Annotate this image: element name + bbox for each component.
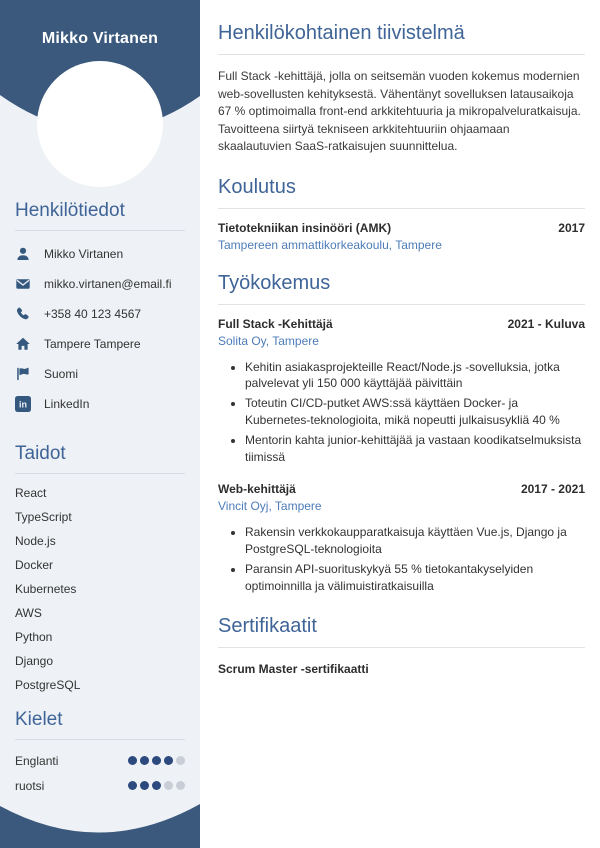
home-icon xyxy=(15,336,31,352)
experience-section xyxy=(218,272,585,595)
certifications-heading: Sertifikaatit xyxy=(218,615,585,648)
contact-item-label: Tampere Tampere xyxy=(44,337,141,351)
job-bullet-list xyxy=(218,524,585,594)
skills-heading: Taidot xyxy=(15,443,185,474)
language-level-dots xyxy=(125,756,185,765)
job-bullet: • Toteutin CI/CD-putket AWS:ssä käyttäen Docker- ja Kubernetes-teknologioita, mikä nopeutti julkaisusykliä 40 % xyxy=(245,395,585,429)
contact-section xyxy=(15,200,185,419)
skill-item: Node.js xyxy=(15,534,56,548)
language-name: Englanti xyxy=(15,753,59,768)
skill-item: Kubernetes xyxy=(15,582,77,596)
contact-heading: Henkilötiedot xyxy=(15,200,185,231)
language-name: ruotsi xyxy=(15,778,45,793)
svg-text:in: in xyxy=(19,399,27,410)
summary-heading: Henkilökohtainen tiivistelmä xyxy=(218,22,585,55)
job-title: Full Stack -Kehittäjä xyxy=(218,316,333,331)
languages-section xyxy=(15,709,185,798)
job-title: Web-kehittäjä xyxy=(218,482,296,497)
contact-item-label: Suomi xyxy=(44,367,79,381)
education-entry-head xyxy=(218,221,585,235)
contact-item-email xyxy=(15,269,185,299)
contact-item-label: +358 40 123 4567 xyxy=(44,307,142,321)
mail-icon xyxy=(15,276,31,292)
contact-item-country xyxy=(15,359,185,389)
skills-section xyxy=(15,443,185,697)
job-period: 2021 - Kuluva xyxy=(507,316,585,331)
contact-item-name xyxy=(15,239,185,269)
contact-list xyxy=(15,239,185,419)
job-bullet: • Mentorin kahta junior-kehittäjää ja vastaan koodikatselmuksista tiimissä xyxy=(245,432,585,466)
skill-item: Docker xyxy=(15,558,54,572)
job-entry-head xyxy=(218,482,585,496)
summary-section xyxy=(218,22,585,156)
experience-heading: Työkokemus xyxy=(218,272,585,305)
language-item xyxy=(15,773,185,798)
footer-curve-shape xyxy=(0,800,200,848)
languages-heading: Kielet xyxy=(15,709,185,740)
phone-icon xyxy=(15,306,31,322)
skill-item: TypeScript xyxy=(15,510,72,524)
skill-item: PostgreSQL xyxy=(15,678,81,692)
job-entry xyxy=(218,482,585,594)
avatar xyxy=(37,61,163,187)
main-content xyxy=(200,0,600,848)
skill-item: AWS xyxy=(15,606,42,620)
education-year: 2017 xyxy=(558,220,585,235)
languages-list xyxy=(15,748,185,798)
user-icon xyxy=(15,246,31,262)
education-section xyxy=(218,176,585,252)
company-link[interactable]: Vincit Oyj, Tampere xyxy=(218,499,322,514)
sidebar xyxy=(0,0,200,848)
job-bullet: • Rakensin verkkokaupparatkaisuja käyttäen Vue.js, Django ja PostgreSQL-teknologioita xyxy=(245,524,585,558)
contact-item-label: LinkedIn xyxy=(44,397,90,411)
contact-item-linkedin[interactable] xyxy=(15,389,185,419)
job-entry-head xyxy=(218,317,585,331)
job-entry xyxy=(218,317,585,466)
education-entry xyxy=(218,221,585,252)
skill-item: Python xyxy=(15,630,53,644)
language-level-dots xyxy=(125,781,185,790)
contact-item-label: Mikko Virtanen xyxy=(44,247,124,261)
contact-item-location xyxy=(15,329,185,359)
job-bullet-list xyxy=(218,359,585,466)
contact-item-phone xyxy=(15,299,185,329)
contact-item-label: mikko.virtanen@email.fi xyxy=(44,277,172,291)
summary-text: Full Stack -kehittäjä, jolla on seitsemän vuoden kokemus modernien web-sovellusten kehityksestä. Vähentänyt sovelluksen latausaikoja 67 % optimoimalla front-end arkkitehtuuria ja mikropalveluratkaisuja. Tavoitteena siirtyä tekniseen arkkitehtuuriin ohjaamaan skaalautuvien SaaS-ratkaisujen suunnittelua. xyxy=(218,69,581,154)
skill-item: React xyxy=(15,486,47,500)
certification-item: Scrum Master -sertifikaatti xyxy=(218,661,369,676)
company-link[interactable]: Solita Oy, Tampere xyxy=(218,333,319,348)
job-bullet: • Paransin API-suorituskykyä 55 % tietokantakyselyiden optimoinnilla ja välimuistiratkaisuilla xyxy=(245,561,585,595)
degree-title: Tietotekniikan insinööri (AMK) xyxy=(218,220,392,235)
job-bullet: • Kehitin asiakasprojekteille React/Node.js -sovelluksia, jotka palvelevat yli 150 000 käyttäjää päivittäin xyxy=(245,359,585,393)
job-period: 2017 - 2021 xyxy=(520,482,585,497)
person-name: Mikko Virtanen xyxy=(41,30,159,47)
education-heading: Koulutus xyxy=(218,176,585,209)
linkedin-icon xyxy=(15,396,31,412)
skill-item: Django xyxy=(15,654,54,668)
school-link[interactable]: Tampereen ammattikorkeakoulu, Tampere xyxy=(218,237,442,252)
skills-list xyxy=(15,481,185,697)
language-item xyxy=(15,748,185,773)
flag-icon xyxy=(15,366,31,382)
certifications-section xyxy=(218,615,585,676)
